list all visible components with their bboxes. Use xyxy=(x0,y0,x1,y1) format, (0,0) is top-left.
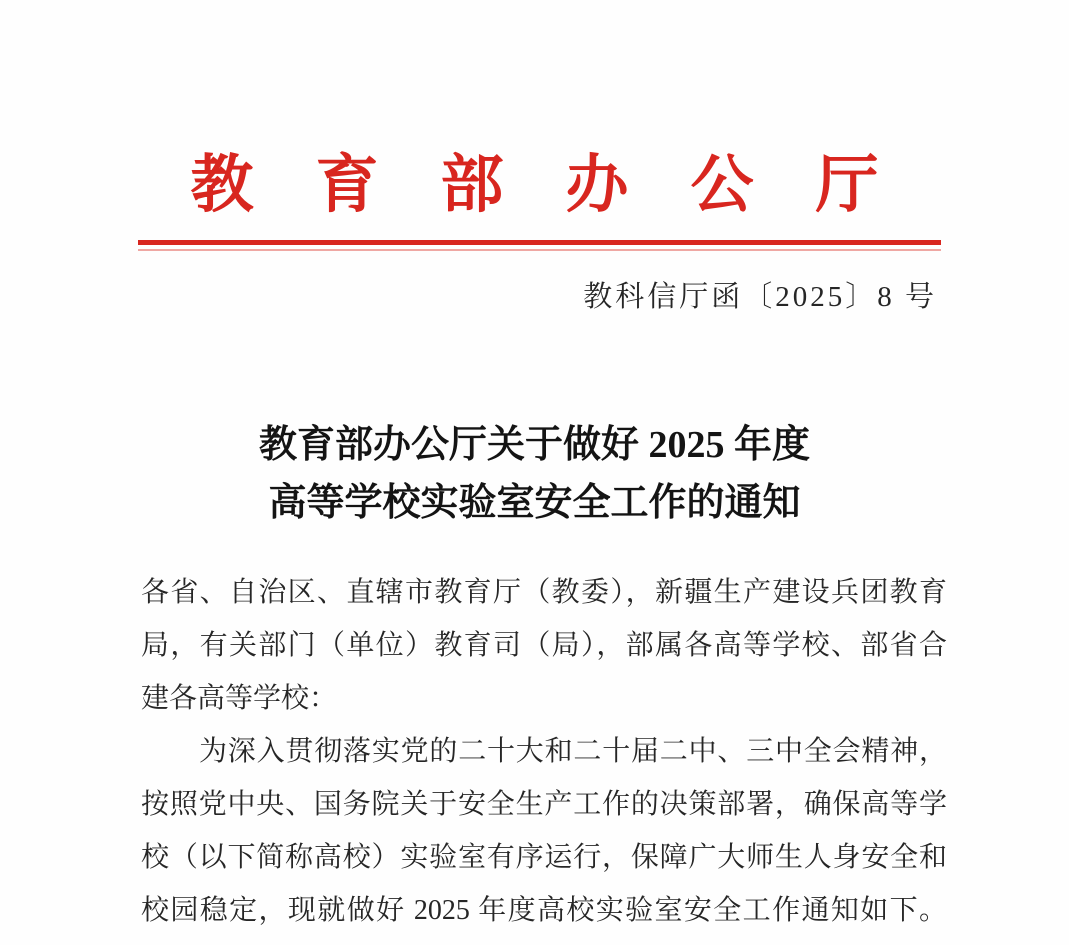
intro-line: 按照党中央、国务院关于安全生产工作的决策部署，确保高等学 xyxy=(141,789,947,820)
document-body xyxy=(141,566,947,937)
intro-paragraph xyxy=(141,725,947,937)
letterhead-divider-thin xyxy=(138,249,941,251)
document-title-line-1: 教育部办公厅关于做好 2025 年度 xyxy=(258,424,810,466)
document-title xyxy=(0,416,1069,532)
intro-line: 校园稳定，现就做好 2025 年度高校实验室安全工作通知如下。 xyxy=(141,895,947,926)
document-reference-number: 教科信厅函〔2025〕8 号 xyxy=(583,281,937,313)
salutation-paragraph xyxy=(141,566,947,725)
salutation-line: 局，有关部门（单位）教育司（局），部属各高等学校、部省合 xyxy=(141,630,947,661)
intro-line: 为深入贯彻落实党的二十大和二十届二中、三中全会精神， xyxy=(199,736,947,767)
document-title-line-2: 高等学校实验室安全工作的通知 xyxy=(268,482,801,524)
salutation-line: 建各高等学校： xyxy=(141,683,338,714)
intro-line: 校（以下简称高校）实验室有序运行，保障广大师生人身安全和 xyxy=(141,842,947,873)
agency-letterhead-title: 教育部办公厅 xyxy=(190,150,941,220)
salutation-line: 各省、自治区、直辖市教育厅（教委），新疆生产建设兵团教育 xyxy=(141,577,947,608)
letterhead-divider-thick xyxy=(138,240,941,245)
